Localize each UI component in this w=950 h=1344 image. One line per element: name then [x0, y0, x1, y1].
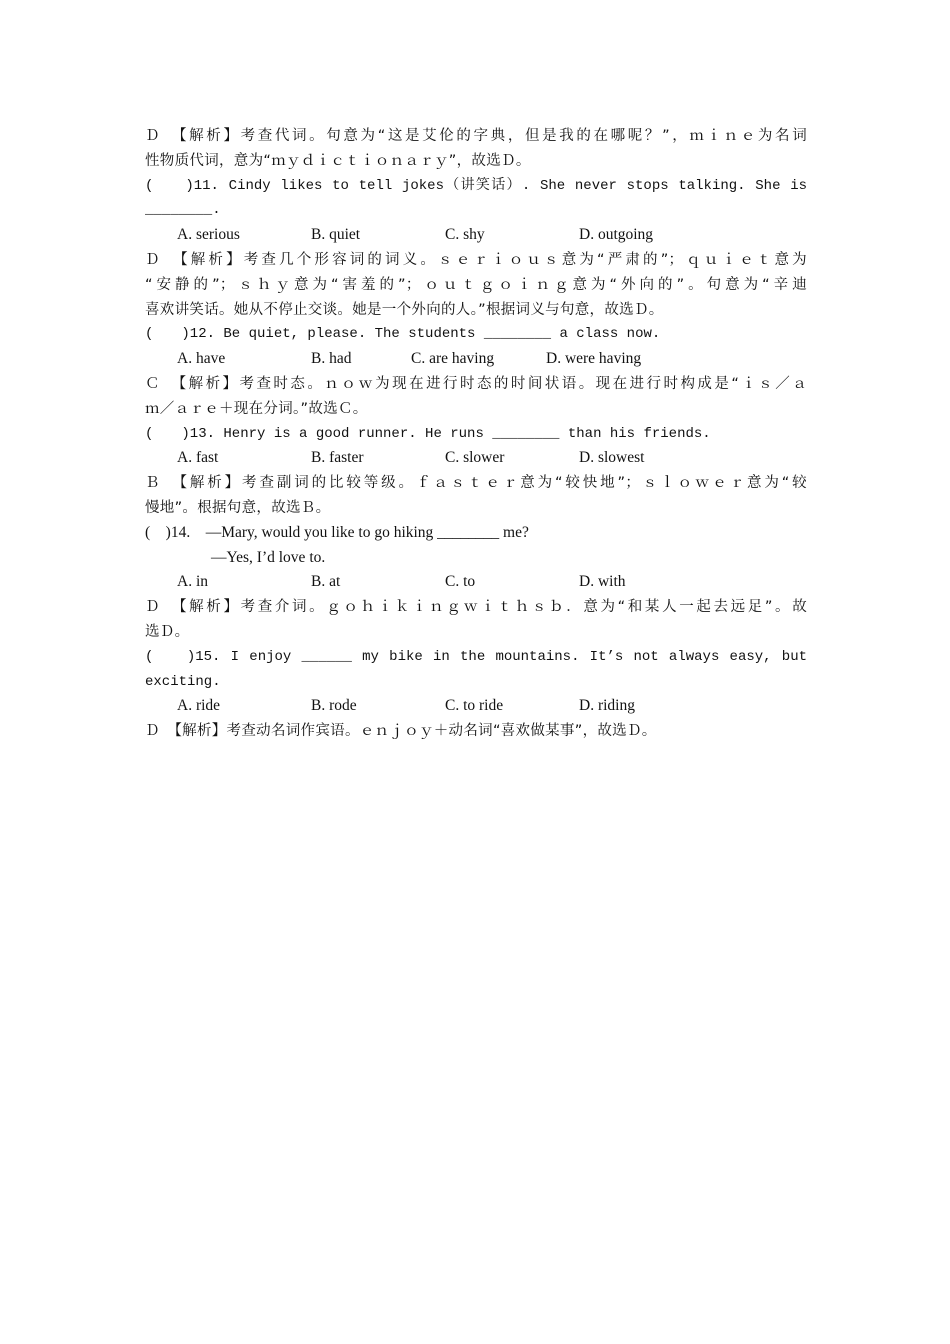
answer-options	[145, 446, 807, 471]
answer-10-explanation	[145, 124, 807, 174]
option-c: C. are having	[411, 350, 495, 368]
question-stem: ( )15. I enjoy ______ my bike in the mountains. It’s not always easy, but	[145, 648, 807, 665]
question-stem: ( )12. Be quiet, please. The students ________ a class now.	[145, 326, 661, 343]
text-line: 选Ｄ。	[145, 623, 190, 640]
option-b: B. quiet	[311, 226, 361, 244]
answer-options	[145, 223, 807, 248]
answer-options	[145, 694, 807, 719]
option-d: D. with	[579, 573, 626, 591]
option-c: C. to	[445, 573, 476, 591]
question-13	[145, 422, 807, 472]
document-content	[145, 124, 807, 744]
answer-14-explanation	[145, 595, 807, 645]
option-d: D. outgoing	[579, 226, 654, 244]
answer-options	[145, 570, 807, 595]
question-stem: ( )11. Cindy likes to tell jokes（讲笑话）. She never stops talking. She is	[145, 177, 807, 194]
option-a: A. serious	[177, 226, 240, 244]
text-line: Ｄ 【解析】考查介词。ｇｏｈｉｋｉｎｇｗｉｔｈｓｂ．意为“和某人一起去远足”。故	[145, 599, 807, 616]
text-line: ｍ／ａｒｅ＋现在分词。”故选Ｃ。	[145, 400, 368, 417]
option-a: A. ride	[177, 697, 221, 715]
option-a: A. have	[177, 350, 226, 368]
answer-13-explanation	[145, 471, 807, 521]
question-stem: ( )13. Henry is a good runner. He runs ________ than his friends.	[145, 425, 711, 442]
question-11	[145, 174, 807, 248]
option-d: D. were having	[546, 350, 642, 368]
option-c: C. slower	[445, 449, 505, 467]
option-b: B. faster	[311, 449, 364, 467]
option-d: D. slowest	[579, 449, 645, 467]
text-line: Ｃ 【解析】考查时态。ｎｏｗ为现在进行时态的时间状语。现在进行时构成是“ｉｓ／ａ	[145, 375, 807, 392]
text-line: “安静的”；ｓｈｙ意为“害羞的”；ｏｕｔｇｏｉｎｇ意为“外向的”。句意为“辛迪	[145, 276, 807, 293]
text-line: 喜欢讲笑话。她从不停止交谈。她是一个外向的人。”根据词义与句意，故选Ｄ。	[145, 301, 664, 318]
option-c: C. to ride	[445, 697, 504, 715]
question-stem-continued: exciting.	[145, 673, 221, 690]
option-a: A. in	[177, 573, 208, 591]
option-b: B. rode	[311, 697, 357, 715]
text-line: Ｄ 【解析】考查动名词作宾语。ｅｎｊｏｙ＋动名词“喜欢做某事”，故选Ｄ。	[145, 723, 657, 740]
question-stem-continued: ________.	[145, 202, 221, 219]
question-12	[145, 322, 807, 372]
answer-11-explanation	[145, 248, 807, 322]
text-line: Ｄ 【解析】考查几个形容词的词义。ｓｅｒｉｏｕｓ意为“严肃的”；ｑｕｉｅｔ意为	[145, 251, 807, 268]
option-a: A. fast	[177, 449, 219, 467]
option-c: C. shy	[445, 226, 485, 244]
answer-15-explanation	[145, 719, 807, 744]
question-14	[145, 521, 807, 595]
option-b: B. had	[311, 350, 352, 368]
reply-line: —Yes, I’d love to.	[211, 548, 326, 566]
answer-options	[145, 347, 807, 372]
text-line: 性物质代词，意为“ｍｙｄｉｃｔｉｏｎａｒｙ”，故选Ｄ。	[145, 152, 531, 169]
text-line: Ｂ 【解析】考查副词的比较等级。ｆａｓｔｅｒ意为“较快地”；ｓｌｏｗｅｒ意为“较	[145, 475, 807, 492]
text-line: Ｄ 【解析】考查代词。句意为“这是艾伦的字典，但是我的在哪呢？”，ｍｉｎｅ为名词	[145, 128, 807, 144]
answer-12-explanation	[145, 372, 807, 422]
option-b: B. at	[311, 573, 341, 591]
question-stem: ( )14. —Mary, would you like to go hiking ________ me?	[145, 523, 529, 541]
question-15	[145, 645, 807, 719]
text-line: 慢地”。根据句意，故选Ｂ。	[145, 499, 331, 516]
option-d: D. riding	[579, 697, 635, 715]
